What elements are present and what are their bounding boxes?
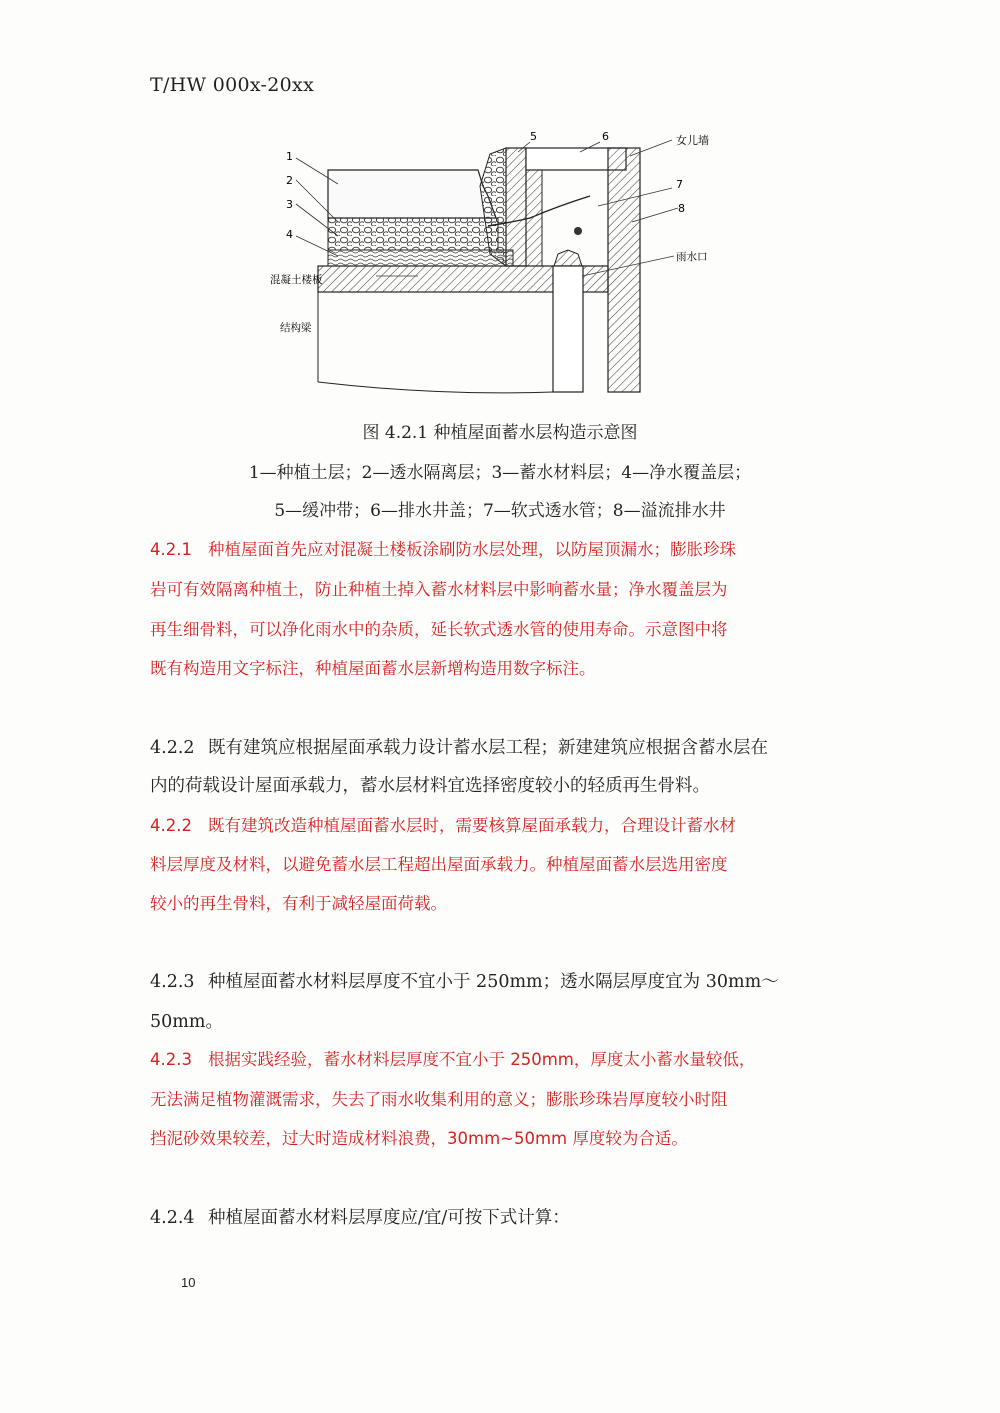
label-2: 2 (286, 174, 293, 187)
commentary-4-2-1-line-3: 再生细骨料，可以净化雨水中的杂质，延长软式透水管的使用寿命。示意图中将 (150, 620, 728, 639)
commentary-4-2-3-number: 4.2.3 (150, 1050, 192, 1069)
soil-layer (328, 170, 496, 218)
storage-layer (328, 218, 498, 250)
label-8: 8 (678, 202, 685, 215)
clause-4-2-3-number: 4.2.3 (150, 972, 195, 992)
label-6: 6 (602, 130, 609, 143)
label-structural-beam: 结构梁 (280, 322, 312, 334)
label-3: 3 (286, 198, 293, 211)
figure-caption: 图 4.2.1 种植屋面蓄水层构造示意图 (362, 423, 638, 443)
label-concrete-slab: 混凝土楼板 (270, 274, 323, 286)
clause-4-2-4-number: 4.2.4 (150, 1208, 195, 1228)
label-1: 1 (286, 150, 293, 163)
commentary-4-2-1-number: 4.2.1 (150, 540, 192, 559)
rain-outlet (554, 250, 582, 266)
buffer-strip (506, 148, 526, 266)
construction-diagram (268, 126, 738, 406)
page-number: 10 (181, 1275, 196, 1290)
commentary-4-2-1-line-4: 既有构造用文字标注，种植屋面蓄水层新增构造用数字标注。 (150, 659, 596, 678)
commentary-4-2-2-line-2: 料层厚度及材料，以避免蓄水层工程超出屋面承载力。种植屋面蓄水层选用密度 (150, 855, 728, 874)
pipe-end (574, 227, 582, 235)
commentary-4-2-3-line-1: 4.2.3 根据实践经验，蓄水材料层厚度不宜小于 250mm，厚度太小蓄水量较低， (150, 1050, 756, 1069)
clause-4-2-2-number: 4.2.2 (150, 738, 195, 758)
figure-legend-line-1: 1—种植土层；2—透水隔离层；3—蓄水材料层；4—净水覆盖层； (248, 463, 752, 483)
label-4: 4 (286, 228, 293, 241)
commentary-4-2-2-number: 4.2.2 (150, 816, 192, 835)
parapet-wall (608, 148, 640, 392)
commentary-4-2-3-line-2: 无法满足植物灌溉需求，失去了雨水收集利用的意义；膨胀珍珠岩厚度较小时阻 (150, 1090, 728, 1109)
figure-legend-line-2: 5—缓冲带；6—排水井盖；7—软式透水管；8—溢流排水井 (274, 501, 726, 521)
label-7: 7 (676, 178, 683, 191)
commentary-4-2-1-line-1: 4.2.1 种植屋面首先应对混凝土楼板涂刷防水层处理，以防屋顶漏水；膨胀珍珠 (150, 540, 736, 559)
commentary-4-2-1-line-2: 岩可有效隔离种植土，防止种植土掉入蓄水材料层中影响蓄水量；净水覆盖层为 (150, 580, 728, 599)
clause-4-2-3-line-1: 4.2.3 种植屋面蓄水材料层厚度不宜小于 250mm；透水隔层厚度宜为 30mm～ (150, 972, 779, 992)
clause-4-2-4-line-1: 4.2.4 种植屋面蓄水材料层厚度应/宜/可按下式计算： (150, 1208, 570, 1228)
clause-4-2-3-line-2: 50mm。 (150, 1012, 223, 1032)
commentary-4-2-2-line-1: 4.2.2 既有建筑改造种植屋面蓄水层时，需要核算屋面承载力，合理设计蓄水材 (150, 816, 736, 835)
label-parapet: 女儿墙 (676, 134, 709, 147)
cover-layer (328, 250, 513, 266)
clause-4-2-2-line-2: 内的荷载设计屋面承载力，蓄水层材料宜选择密度较小的轻质再生骨料。 (150, 776, 710, 796)
clause-4-2-2-line-1: 4.2.2 既有建筑应根据屋面承载力设计蓄水层工程；新建建筑应根据含蓄水层在 (150, 738, 768, 758)
standard-code: T/HW 000x-20xx (150, 74, 315, 96)
commentary-4-2-3-line-3: 挡泥砂效果较差，过大时造成材料浪费，30mm~50mm 厚度较为合适。 (150, 1129, 688, 1148)
commentary-4-2-2-line-3: 较小的再生骨料，有利于减轻屋面荷载。 (150, 894, 447, 913)
label-rain-outlet: 雨水口 (676, 251, 708, 263)
label-5: 5 (530, 130, 537, 143)
downpipe (553, 266, 583, 392)
